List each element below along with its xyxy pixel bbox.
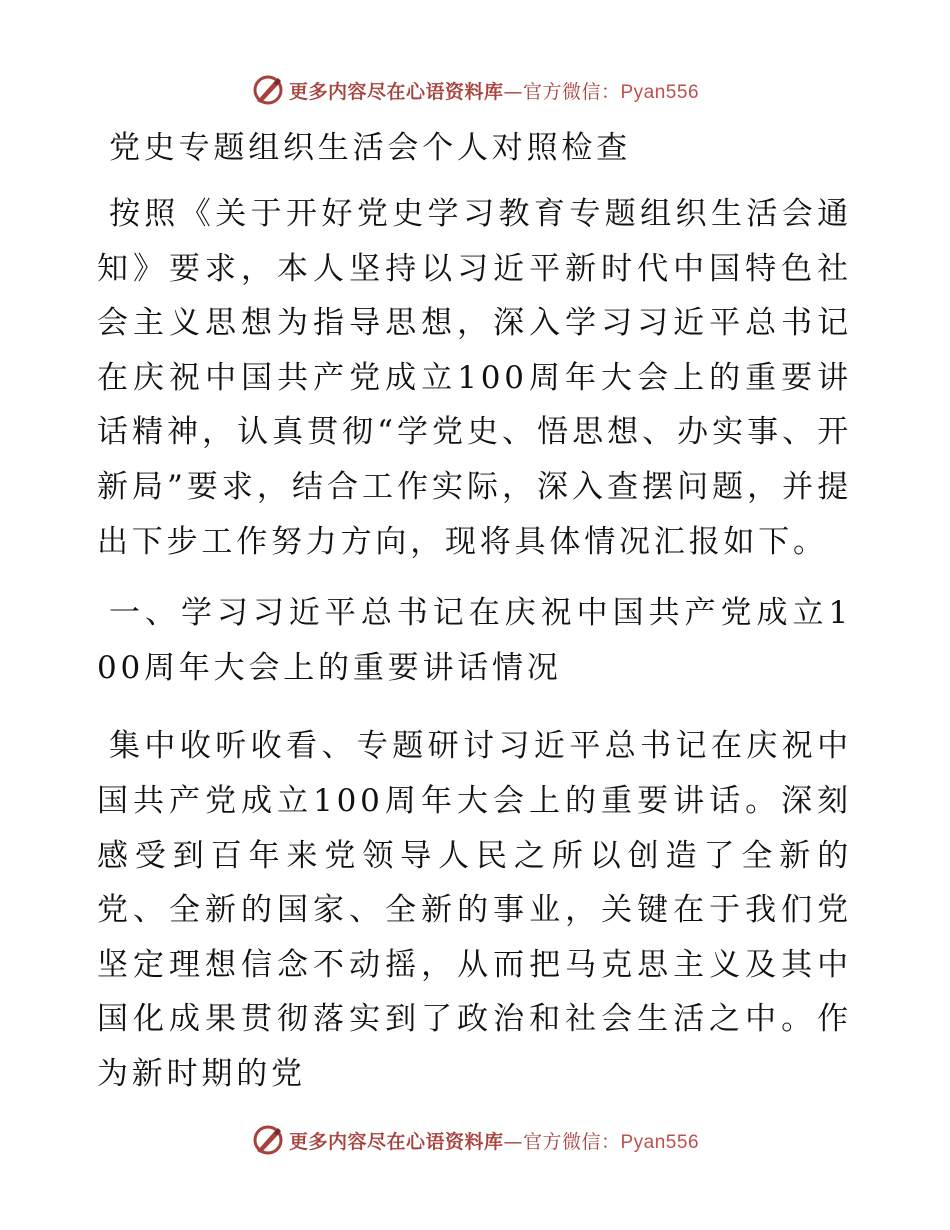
watermark-text	[289, 77, 699, 104]
watermark-dash: —	[503, 80, 523, 103]
paragraph-section-1: 集中收听收看、专题研讨习近平总书记在庆祝中国共产党成立100周年大会上的重要讲话。深刻感受到百年来党领导人民之所以创造了全新的党、全新的国家、全新的事业，关键在于我们党坚定理想信念不动摇，从而把马克思主义及其中国化成果贯彻落实到了政治和社会生活之中。作为新时期的党	[97, 728, 852, 1092]
watermark-brand: 更多内容尽在心语资料库	[288, 80, 504, 103]
watermark-wechat-id: Pyan556	[620, 81, 700, 103]
paragraph-intro: 按照《关于开好党史学习教育专题组织生活会通知》要求，本人坚持以习近平新时代中国特色社会主义思想为指导思想，深入学习习近平总书记在庆祝中国共产党成立100周年大会上的重要讲话精神，认真贯彻“学党史、悟思想、办实事、开新局”要求，结合工作实际，深入查摆问题，并提出下步工作努力方向，现将具体情况汇报如下。	[97, 196, 852, 560]
watermark-text	[289, 1127, 699, 1154]
footer-watermark	[0, 1120, 950, 1160]
pen-logo-icon	[251, 73, 285, 107]
document-body	[97, 126, 852, 1119]
watermark-wechat-id: Pyan556	[620, 1131, 700, 1153]
watermark-dash: —	[503, 1130, 523, 1153]
pen-logo-icon	[251, 1123, 285, 1157]
watermark-brand: 更多内容尽在心语资料库	[288, 1130, 504, 1153]
watermark-label: 官方微信：	[522, 1130, 621, 1153]
section-heading-1: 一、学习习近平总书记在庆祝中国共产党成立100周年大会上的重要讲话情况	[97, 595, 852, 686]
header-watermark	[0, 70, 950, 110]
document-title: 党史专题组织生活会个人对照检查	[109, 130, 631, 166]
watermark-label: 官方微信：	[522, 80, 621, 103]
